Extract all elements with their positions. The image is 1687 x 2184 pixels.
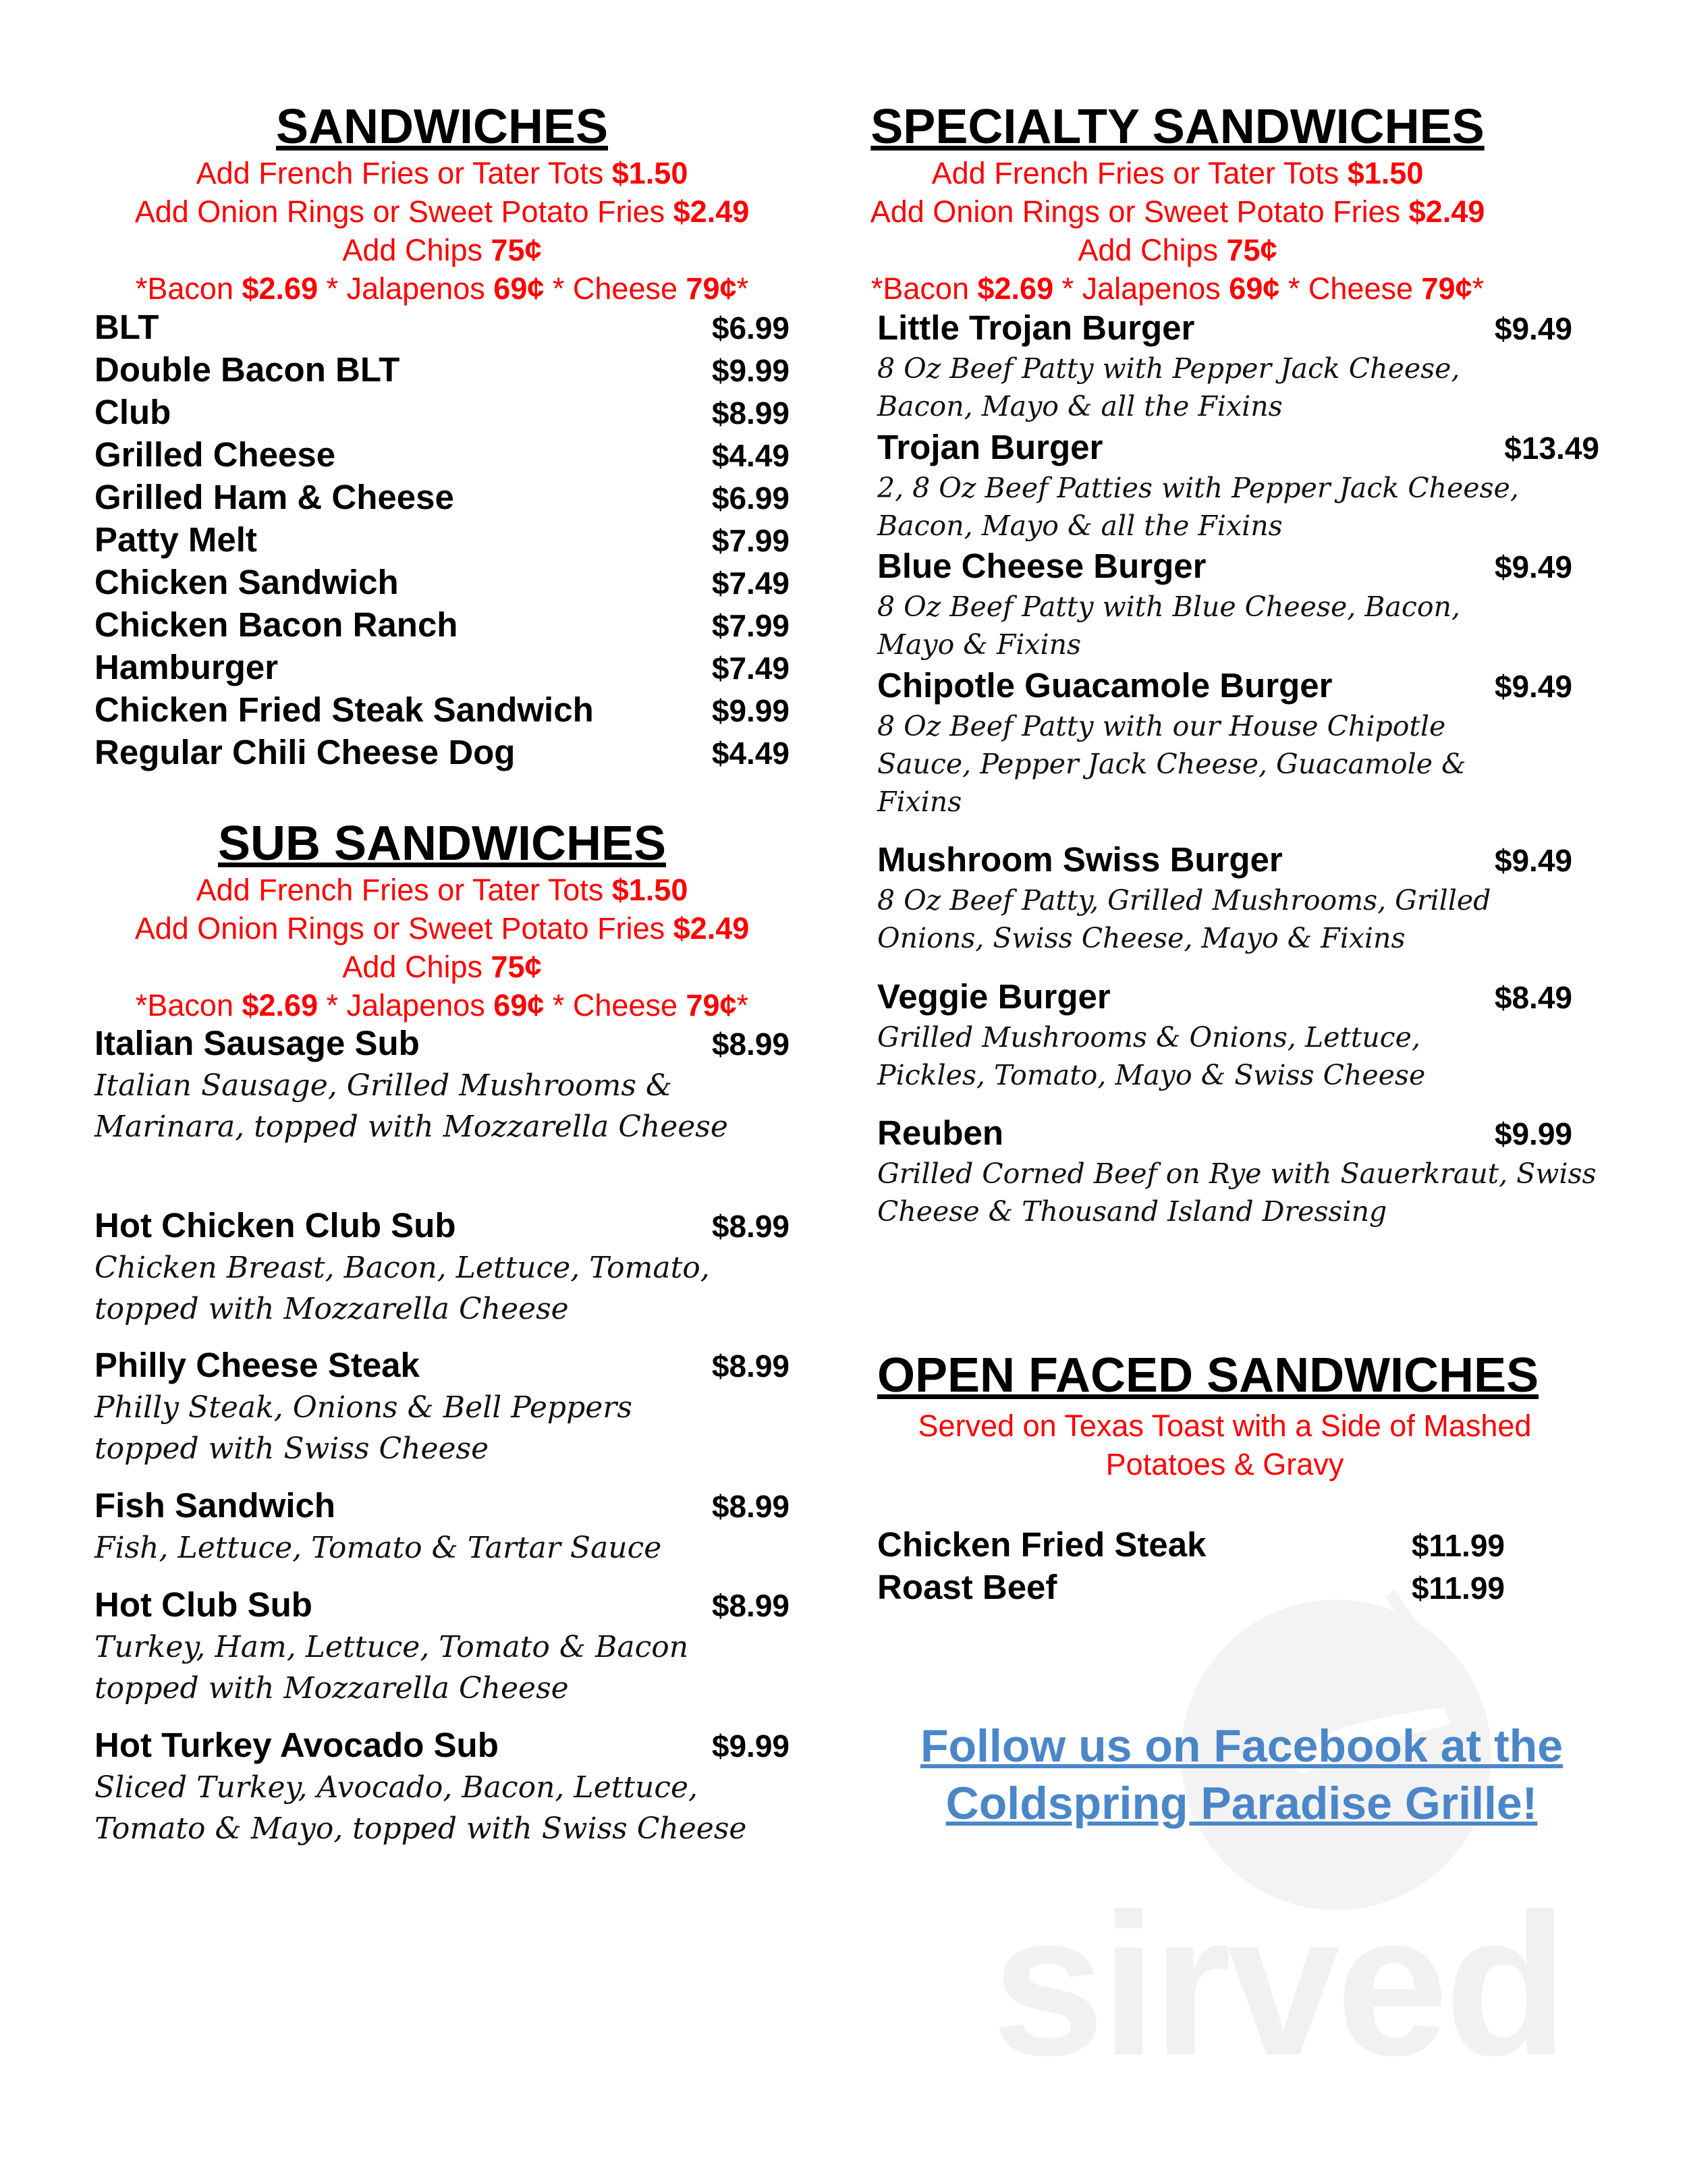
- sub-item: [94, 1724, 790, 1849]
- menu-item-veggie-burger: Veggie Burger $8.49: [877, 977, 1572, 1016]
- sandwiches-section: [94, 100, 790, 774]
- item-description: 2, 8 Oz Beef Patties with Pepper Jack Cheese, Bacon, Mayo & all the Fixins: [877, 472, 1519, 542]
- item-description: Sliced Turkey, Avocado, Bacon, Lettuce, Tomato & Mayo, topped with Swiss Cheese: [94, 1770, 747, 1846]
- open-faced-subtitle: Served on Texas Toast with a Side of Mashed Potatoes & Gravy: [918, 1409, 1532, 1481]
- sub-item: [94, 1022, 790, 1147]
- menu-item-hamburger: Hamburger $7.49: [94, 648, 790, 686]
- specialty-item: [877, 427, 1599, 545]
- sub-sandwiches-title: SUB SANDWICHES: [217, 817, 667, 871]
- menu-item-chili-cheese-dog: Regular Chili Cheese Dog $4.49: [94, 733, 790, 771]
- menu-item-chicken-fried-steak: Chicken Fried Steak $11.99: [877, 1525, 1505, 1564]
- specialty-item: [877, 545, 1572, 663]
- item-description: Turkey, Ham, Lettuce, Tomato & Bacon topped with Mozzarella Cheese: [94, 1630, 689, 1705]
- menu-item-little-trojan-burger: Little Trojan Burger $9.49: [877, 308, 1572, 347]
- menu-item-patty-melt: Patty Melt $7.99: [94, 520, 790, 559]
- specialty-item: [877, 839, 1572, 957]
- menu-item-chicken-sandwich: Chicken Sandwich $7.49: [94, 563, 790, 601]
- menu-item-grilled-ham-cheese: Grilled Ham & Cheese $6.99: [94, 478, 790, 516]
- item-description: 8 Oz Beef Patty with our House Chipotle Sauce, Pepper Jack Cheese, Guacamole & Fixins: [877, 710, 1466, 818]
- menu-item-club: Club $8.99: [94, 393, 790, 431]
- item-description: Philly Steak, Onions & Bell Peppers topped with Swiss Cheese: [94, 1390, 632, 1466]
- addon-fries: Add French Fries or Tater Tots $1.50: [931, 156, 1424, 190]
- menu-item-hot-turkey-avocado-sub: Hot Turkey Avocado Sub $9.99: [94, 1726, 790, 1764]
- open-faced-list: [877, 1524, 1505, 1609]
- sub-item: [94, 1205, 790, 1330]
- addon-rings: Add Onion Rings or Sweet Potato Fries $2.49: [134, 911, 750, 946]
- menu-item-hot-club-sub: Hot Club Sub $8.99: [94, 1585, 790, 1624]
- addon-extras: *Bacon $2.69 * Jalapenos 69¢ * Cheese 79¢*: [870, 271, 1485, 306]
- specialty-sandwiches-title: SPECIALTY SANDWICHES: [870, 100, 1485, 154]
- menu-item-chicken-bacon-ranch: Chicken Bacon Ranch $7.99: [94, 605, 790, 644]
- addon-rings: Add Onion Rings or Sweet Potato Fries $2.49: [134, 194, 750, 229]
- item-description: 8 Oz Beef Patty with Blue Cheese, Bacon, Mayo & Fixins: [877, 591, 1460, 661]
- sub-sandwiches-section: [94, 817, 790, 1025]
- sub-item: [94, 1344, 790, 1469]
- menu-item-double-bacon-blt: Double Bacon BLT $9.99: [94, 350, 790, 389]
- watermark: sirved: [992, 1871, 1564, 2098]
- menu-item-chicken-fried-steak-sandwich: Chicken Fried Steak Sandwich $9.99: [94, 690, 790, 729]
- item-description: Chicken Breast, Bacon, Lettuce, Tomato, topped with Mozzarella Cheese: [94, 1251, 710, 1326]
- menu-item-blt: BLT $6.99: [94, 308, 790, 346]
- item-description: Grilled Mushrooms & Onions, Lettuce, Pickles, Tomato, Mayo & Swiss Cheese: [877, 1021, 1426, 1091]
- menu-item-roast-beef: Roast Beef $11.99: [877, 1568, 1505, 1606]
- menu-item-reuben: Reuben $9.99: [877, 1114, 1572, 1152]
- specialty-sandwiches-section: [870, 100, 1599, 308]
- specialty-item: [877, 307, 1572, 425]
- menu-item-mushroom-swiss-burger: Mushroom Swiss Burger $9.49: [877, 840, 1572, 879]
- addon-rings: Add Onion Rings or Sweet Potato Fries $2.49: [870, 194, 1485, 229]
- specialty-item: [877, 1112, 1599, 1230]
- addon-fries: Add French Fries or Tater Tots $1.50: [196, 156, 688, 190]
- sandwiches-title: SANDWICHES: [275, 100, 608, 154]
- menu-item-chipotle-guacamole-burger: Chipotle Guacamole Burger $9.49: [877, 666, 1572, 705]
- open-faced-title: OPEN FACED SANDWICHES: [877, 1348, 1539, 1402]
- addon-chips: Add Chips 75¢: [1078, 233, 1277, 267]
- sub-addons: [94, 871, 790, 1025]
- addon-extras: *Bacon $2.69 * Jalapenos 69¢ * Cheese 79¢*: [135, 271, 749, 306]
- item-description: 8 Oz Beef Patty with Pepper Jack Cheese, Bacon, Mayo & all the Fixins: [877, 352, 1460, 422]
- sub-item: [94, 1584, 790, 1709]
- sub-item: [94, 1485, 790, 1568]
- menu-item-italian-sausage-sub: Italian Sausage Sub $8.99: [94, 1024, 790, 1062]
- addon-extras: *Bacon $2.69 * Jalapenos 69¢ * Cheese 79¢*: [135, 988, 749, 1022]
- specialty-item: [877, 665, 1572, 821]
- sandwiches-addons: [94, 154, 790, 308]
- item-description: 8 Oz Beef Patty, Grilled Mushrooms, Grilled Onions, Swiss Cheese, Mayo & Fixins: [877, 884, 1491, 954]
- item-description: Fish, Lettuce, Tomato & Tartar Sauce: [94, 1531, 662, 1565]
- menu-item-philly-cheese-steak: Philly Cheese Steak $8.99: [94, 1346, 790, 1384]
- facebook-follow-link[interactable]: Follow us on Facebook at the Coldspring Paradise Grille!: [920, 1720, 1564, 1829]
- specialty-addons: [823, 154, 1532, 308]
- item-description: Grilled Corned Beef on Rye with Sauerkraut, Swiss Cheese & Thousand Island Dressing: [877, 1157, 1597, 1228]
- specialty-item: [877, 976, 1572, 1094]
- menu-item-trojan-burger: Trojan Burger $13.49: [877, 428, 1599, 466]
- menu-item-grilled-cheese: Grilled Cheese $4.49: [94, 435, 790, 474]
- menu-item-fish-sandwich: Fish Sandwich $8.99: [94, 1486, 790, 1525]
- menu-item-hot-chicken-club-sub: Hot Chicken Club Sub $8.99: [94, 1206, 790, 1245]
- open-faced-section: [877, 1348, 1572, 1609]
- menu-item-blue-cheese-burger: Blue Cheese Burger $9.49: [877, 547, 1572, 585]
- sandwiches-list: [94, 306, 790, 774]
- addon-chips: Add Chips 75¢: [342, 950, 542, 984]
- addon-fries: Add French Fries or Tater Tots $1.50: [196, 873, 688, 907]
- item-description: Italian Sausage, Grilled Mushrooms & Marinara, topped with Mozzarella Cheese: [94, 1068, 728, 1144]
- addon-chips: Add Chips 75¢: [342, 233, 542, 267]
